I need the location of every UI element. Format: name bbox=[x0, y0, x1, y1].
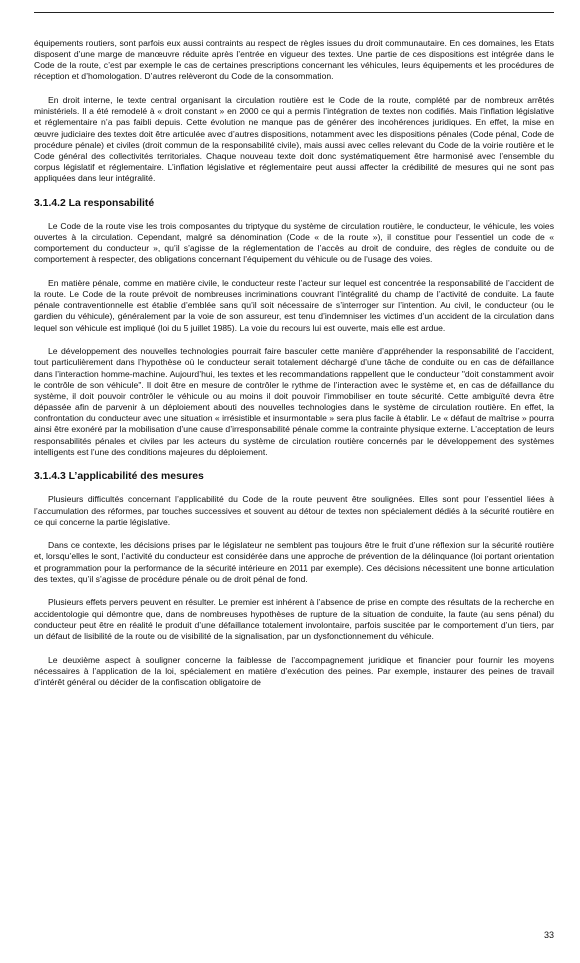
paragraph: En matière pénale, comme en matière civile, le conducteur reste l’acteur sur lequel est concentrée la responsabilité de l’accident de la route. Le Code de la route prévoit de nombreuses incriminations couvrant l’intégralité du champ de l’activité de conduite. La faute pénale contraventionnelle est établie d’emblée sans qu’il soit nécessaire de s’interroger sur l’intention. Au civil, le conducteur (ou le gardien du véhicule), généralement par la voie de son assureur, est tenu d’indemniser les victimes d’un accident de la circulation dans lequel son véhicule est impliqué (loi du 5 juillet 1985). La voie du recours lui est ouverte, mais elle est ardue. bbox=[34, 278, 554, 333]
paragraph: Le Code de la route vise les trois composantes du triptyque du système de circulation routière, le conducteur, le véhicule, les voies ouvertes à la circulation. Cependant, malgré sa dénomination (Code « de la route »), il constitue pour l’essentiel un code de « comportement du conducteur », qu’il s’agisse de la réglementation de l’accès au droit de conduire, des règles de conduite ou de comportement à respecter, des obligations concernant l’équipement du véhicule ou de l’usage des voies. bbox=[34, 220, 554, 265]
paragraph: Plusieurs difficultés concernant l’applicabilité du Code de la route peuvent être soulignées. Elles sont pour l’essentiel liées à l’accumulation des réformes, par touches successives et souvent au détour de textes non spécialement dédiés à la sécurité routière en ce qui concerne la partie législative. bbox=[34, 494, 554, 527]
page-number: 33 bbox=[543, 930, 554, 940]
document-body bbox=[34, 38, 554, 701]
section-heading: 3.1.4.2 La responsabilité bbox=[34, 197, 155, 209]
paragraph: Plusieurs effets pervers peuvent en résulter. Le premier est inhérent à l’absence de prise en compte des résultats de la recherche en accidentologie qui démontre que, dans de nombreuses hypothèses de rupture de la situation de conduite, la faute (au sens pénal) du conducteur peut être en réalité le produit d’une défaillance totalement involontaire, parfois suscitée par le comportement d’un tiers, par un défaut de lisibilité de la route ou de visibilité de la signalisation, par un dysfonctionnement du véhicule. bbox=[34, 597, 554, 641]
paragraph: Le deuxième aspect à souligner concerne la faiblesse de l’accompagnement juridique et financier pour fournir les moyens nécessaires à l’application de la loi, spécialement en matière d’exécution des peines. Par exemple, instaurer des peines de travail d’intérêt général ou décider de la confiscation obligatoire de bbox=[34, 654, 554, 687]
header-rule bbox=[34, 12, 554, 13]
paragraph: Dans ce contexte, les décisions prises par le législateur ne semblent pas toujours être le fruit d’une réflexion sur la sécurité routière et, lorsqu’elles le sont, l’activité du conducteur est considérée dans une approche de prévention de la délinquance (loi portant orientation et programmation pour la performance de la sécurité intérieure en 2011 par exemple). Ces décisions nécessitent une bonne articulation des textes, qu’il s’agisse de procédure pénale ou de droit pénal de fond. bbox=[34, 540, 554, 584]
paragraph: équipements routiers, sont parfois eux aussi contraints au respect de règles issues du droit communautaire. En ces domaines, les Etats disposent d’une marge de manœuvre réduite après l’entrée en vigueur des textes. Une partie de ces dispositions est intégrée dans le Code de la route, c’est par exemple le cas de certaines prescriptions concernant les véhicules, leurs équipements et les procédures de réception et d’homologation. D’autres relèveront du Code de la consommation. bbox=[34, 38, 554, 82]
section-heading: 3.1.4.3 L’applicabilité des mesures bbox=[34, 471, 204, 483]
paragraph: En droit interne, le texte central organisant la circulation routière est le Code de la route, complété par de nombreux arrêtés ministériels. Il a été remodelé à « droit constant » en 2000 ce qui a permis l’intégration de textes non codifiés. Mais l’inflation législative et réglementaire n’a pas faibli depuis. Cette évolution ne manque pas de générer des incohérences juridiques. En effet, la mise en œuvre judiciaire des textes doit être articulée avec d’autres dispositions, notamment avec les dispositions pénales (Code pénal, Code de procédure pénale) et civiles (droit commun de la responsabilité civile), mais aussi avec celles relevant du Code de la voirie routière et le Code général des collectivités territoriales. Chaque nouveau texte doit donc systématiquement être harmonisé avec l’ensemble du corpus législatif et réglementaire. L’inflation législative et réglementaire peut aussi affecter la crédibilité de mesures qui ne sont pas appliquées dans leur intégralité. bbox=[34, 95, 554, 184]
paragraph: Le développement des nouvelles technologies pourrait faire basculer cette manière d’appréhender la responsabilité de l’accident, tout particulièrement dans l’hypothèse où le conducteur serait totalement déchargé d’une tâche de conduite ou en cas de défaillance dans l’interaction homme-machine. Aujourd’hui, les textes et les recommandations rappellent que le conducteur "doit constamment avoir le contrôle de son véhicule". Il doit être en mesure de contrôler le rythme de l’interaction avec le système et, en cas de défaillance du système, il doit pouvoir contrôler le véhicule ou au moins il doit pouvoir l’immobiliser en toute sécurité. Cette ambiguïté devra être dépassée afin de parvenir à un déploiement abouti des nouvelles technologies dans le système de circulation routière. En effet, la confrontation du conducteur avec une situation « irrésistible et insurmontable » sera plus facile à établir. Le « défaut de maîtrise » pourra ainsi être exonéré par la mobilisation d’une cause d’irresponsabilité pénale comme la contrainte physique externe. L’acceptation de leurs responsabilités pénales et civiles par les acteurs du système de circulation routière concernés par le développement des systèmes intelligents est l’une des conditions majeures du déploiement. bbox=[34, 346, 554, 457]
